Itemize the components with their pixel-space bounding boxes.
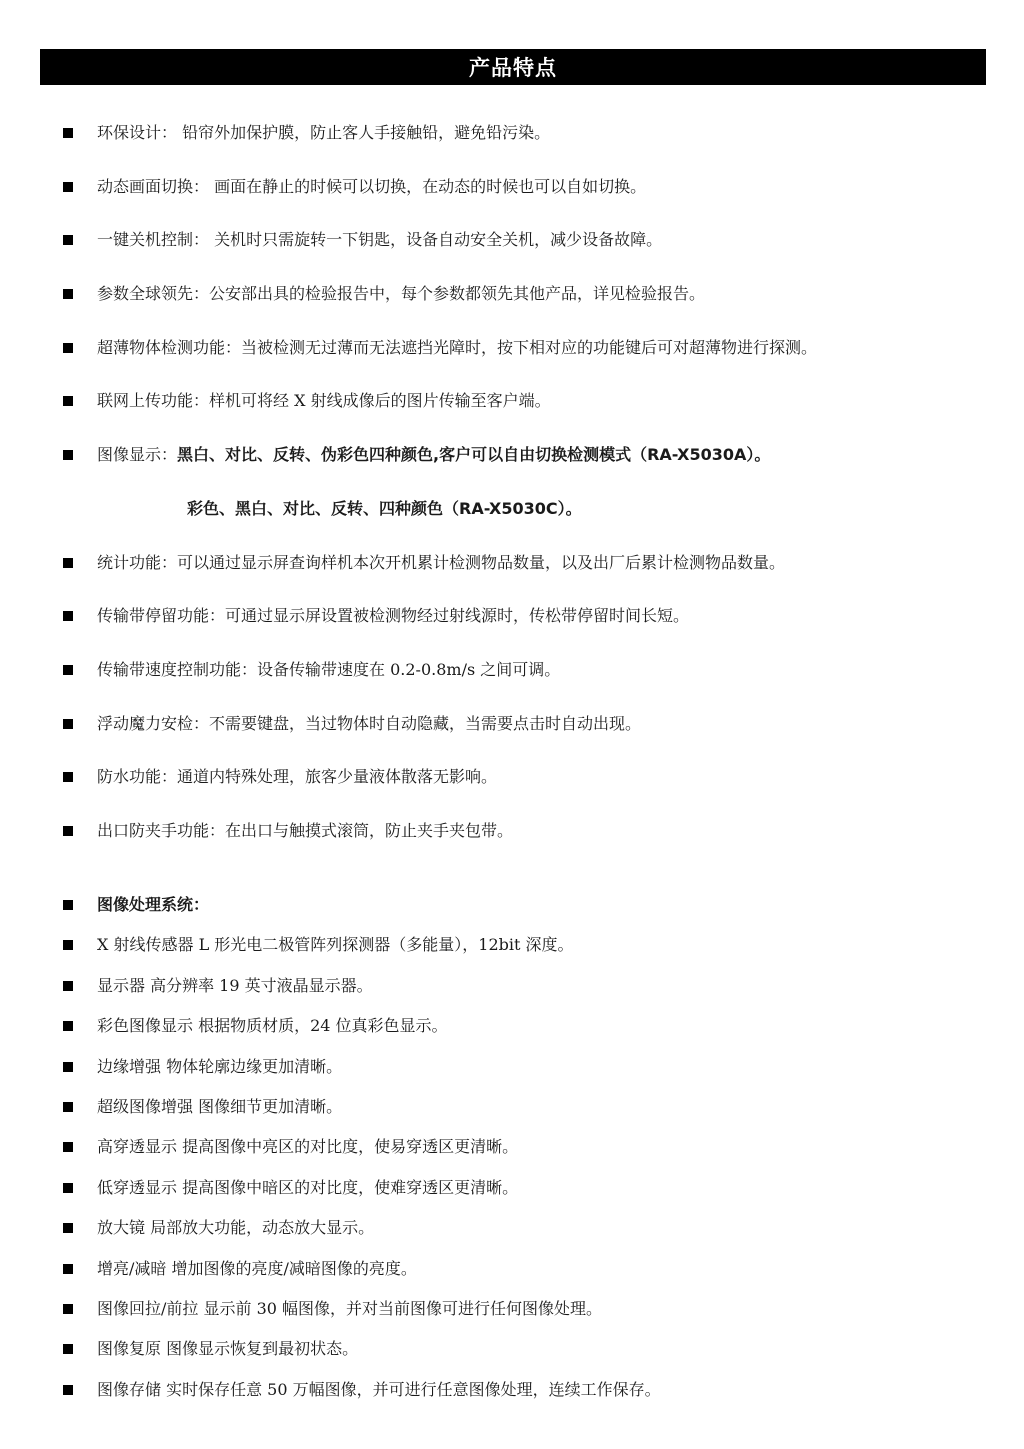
list-item <box>0 602 1024 656</box>
system-item-text: 边缘增强 物体轮廓边缘更加清晰。 <box>97 1056 343 1076</box>
list-item <box>0 1175 1024 1215</box>
section-heading: 图像处理系统： <box>97 895 210 914</box>
list-item <box>0 1215 1024 1255</box>
page-title: 产品特点 <box>469 56 557 80</box>
list-item <box>0 932 1024 972</box>
system-item-text: 图像回拉/前拉 显示前 30 幅图像，并对当前图像可进行任何图像处理。 <box>97 1298 603 1318</box>
square-bullet-icon <box>63 1223 73 1233</box>
list-item <box>0 1377 1024 1417</box>
feature-label: 统计功能： <box>97 552 178 572</box>
feature-text: 铅帘外加保护膜，防止客人手接触铅，避免铅污染。 <box>177 123 551 142</box>
square-bullet-icon <box>63 772 73 782</box>
feature-text: 画面在静止的时候可以切换，在动态的时候也可以自如切换。 <box>209 176 647 196</box>
feature-text: 可以通过显示屏查询样机本次开机累计检测物品数量，以及出厂后累计检测物品数量。 <box>177 552 786 572</box>
feature-label: 参数全球领先： <box>97 284 210 304</box>
feature-label: 防水功能： <box>97 767 178 787</box>
feature-list <box>0 119 1024 871</box>
feature-text: 不需要键盘，当过物体时自动隐藏，当需要点击时自动出现。 <box>209 713 642 733</box>
square-bullet-icon <box>63 1102 73 1112</box>
square-bullet-icon <box>63 1304 73 1314</box>
list-item <box>0 1296 1024 1336</box>
square-bullet-icon <box>63 558 73 568</box>
system-item-text: 彩色图像显示 根据物质材质，24 位真彩色显示。 <box>97 1016 448 1036</box>
feature-label: 一键关机控制： <box>97 230 210 250</box>
square-bullet-icon <box>63 1183 73 1193</box>
system-item-text: 显示器 高分辨率 19 英寸液晶显示器。 <box>97 975 373 995</box>
system-item-text: X 射线传感器 L 形光电二极管阵列探测器（多能量），12bit 深度。 <box>97 935 574 955</box>
list-item <box>0 1013 1024 1053</box>
feature-label: 联网上传功能： <box>97 391 210 411</box>
feature-text: 关机时只需旋转一下钥匙，设备自动安全关机，减少设备故障。 <box>209 230 663 250</box>
feature-text: 在出口与触摸式滚筒，防止夹手夹包带。 <box>225 820 514 840</box>
feature-label: 浮动魔力安检： <box>97 713 210 733</box>
feature-text: 通道内特殊处理，旅客少量液体散落无影响。 <box>177 767 498 787</box>
list-item <box>0 1134 1024 1174</box>
list-item <box>0 334 1024 388</box>
system-item-text: 增亮/减暗 增加图像的亮度/减暗图像的亮度。 <box>97 1258 417 1278</box>
system-item-text: 图像存储 实时保存任意 50 万幅图像，并可进行任意图像处理，连续工作保存。 <box>97 1379 661 1399</box>
square-bullet-icon <box>63 611 73 621</box>
feature-label: 传输带速度控制功能： <box>97 659 258 679</box>
feature-label: 出口防夹手功能： <box>97 820 226 840</box>
section-heading-row <box>0 892 1024 932</box>
square-bullet-icon <box>63 900 73 910</box>
square-bullet-icon <box>63 665 73 675</box>
list-item <box>0 549 1024 603</box>
square-bullet-icon <box>63 343 73 353</box>
list-item <box>0 817 1024 871</box>
list-item <box>0 1094 1024 1134</box>
feature-text: 公安部出具的检验报告中，每个参数都领先其他产品，详见检验报告。 <box>209 284 706 304</box>
square-bullet-icon <box>63 981 73 991</box>
system-item-text: 低穿透显示 提高图像中暗区的对比度，使难穿透区更清晰。 <box>97 1177 519 1197</box>
square-bullet-icon <box>63 396 73 406</box>
feature-label: 环保设计： <box>97 123 178 142</box>
square-bullet-icon <box>63 1142 73 1152</box>
image-system-section <box>0 892 1024 1417</box>
square-bullet-icon <box>63 719 73 729</box>
list-item <box>0 173 1024 227</box>
feature-text: 样机可将经 X 射线成像后的图片传输至客户端。 <box>209 391 551 411</box>
feature-text-continuation: 彩色、黑白、对比、反转、四种颜色（RA-X5030C）。 <box>187 498 582 518</box>
feature-label: 传输带停留功能： <box>97 606 226 626</box>
list-item <box>0 441 1024 495</box>
square-bullet-icon <box>63 826 73 836</box>
list-item <box>0 1054 1024 1094</box>
system-item-text: 高穿透显示 提高图像中亮区的对比度，使易穿透区更清晰。 <box>97 1137 519 1157</box>
feature-text: 可通过显示屏设置被检测物经过射线源时，传松带停留时间长短。 <box>225 606 690 626</box>
list-item <box>0 973 1024 1013</box>
feature-label: 超薄物体检测功能： <box>97 337 242 357</box>
square-bullet-icon <box>63 235 73 245</box>
feature-text: 设备传输带速度在 0.2-0.8m/s 之间可调。 <box>257 659 561 679</box>
square-bullet-icon <box>63 1344 73 1354</box>
square-bullet-icon <box>63 940 73 950</box>
list-item <box>0 387 1024 441</box>
list-item <box>0 119 1024 173</box>
list-item <box>0 656 1024 710</box>
list-item-continuation <box>0 495 1024 549</box>
square-bullet-icon <box>63 289 73 299</box>
list-item <box>0 763 1024 817</box>
square-bullet-icon <box>63 450 73 460</box>
feature-text: 当被检测无过薄而无法遮挡光障时，按下相对应的功能键后可对超薄物进行探测。 <box>241 337 818 357</box>
square-bullet-icon <box>63 128 73 138</box>
system-item-text: 放大镜 局部放大功能，动态放大显示。 <box>97 1218 375 1238</box>
feature-label: 图像显示： <box>97 445 178 465</box>
list-item <box>0 226 1024 280</box>
list-item <box>0 710 1024 764</box>
feature-label: 动态画面切换： <box>97 176 210 196</box>
square-bullet-icon <box>63 1021 73 1031</box>
square-bullet-icon <box>63 1385 73 1395</box>
list-item <box>0 280 1024 334</box>
list-item <box>0 1336 1024 1376</box>
list-item <box>0 1256 1024 1296</box>
system-item-text: 图像复原 图像显示恢复到最初状态。 <box>97 1339 359 1359</box>
title-bar <box>40 49 986 85</box>
square-bullet-icon <box>63 182 73 192</box>
square-bullet-icon <box>63 1264 73 1274</box>
system-item-text: 超级图像增强 图像细节更加清晰。 <box>97 1096 343 1116</box>
square-bullet-icon <box>63 1062 73 1072</box>
feature-text: 黑白、对比、反转、伪彩色四种颜色,客户可以自由切换检测模式（RA-X5030A）。 <box>177 445 771 465</box>
